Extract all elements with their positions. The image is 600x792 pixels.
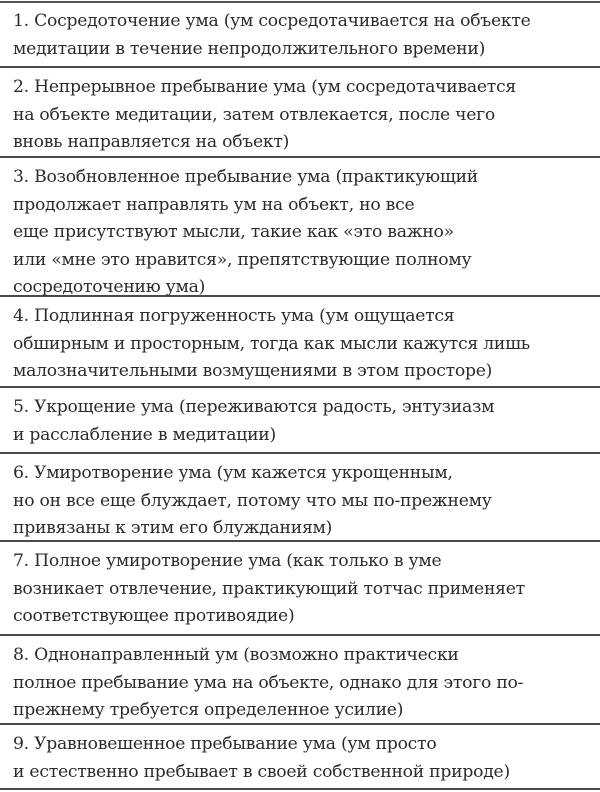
stage-1-line-1: 1. Сосредоточение ума (ум сосредотачивается на объекте — [13, 11, 531, 31]
stage-row-9 — [0, 725, 600, 790]
stage-row-3 — [0, 158, 600, 297]
stage-row-7 — [0, 542, 600, 636]
stage-row-2 — [0, 68, 600, 158]
stage-2-line-2: на объекте медитации, затем отвлекается, после чего — [13, 104, 496, 125]
stage-4-line-2: обширным и просторным, тогда как мысли кажутся лишь — [13, 333, 530, 354]
stage-row-4 — [0, 297, 600, 388]
stage-7-line-1: 7. Полное умиротворение ума (как только в уме — [13, 551, 442, 571]
stage-5-line-2: и расслабление в медитации) — [13, 424, 276, 445]
stage-7-line-2: возникает отвлечение, практикующий тотчас применяет — [13, 578, 525, 599]
stage-9-line-1: 9. Уравновешенное пребывание ума (ум просто — [13, 734, 437, 754]
stage-row-5 — [0, 388, 600, 454]
stage-1-line-2: медитации в течение непродолжительного времени) — [13, 38, 486, 59]
stage-6-line-3: привязаны к этим его блужданиям) — [13, 518, 333, 539]
stage-4-line-3: малозначительными возмущениями в этом просторе) — [13, 361, 493, 382]
stage-6-line-1: 6. Умиротворение ума (ум кажется укрощенным, — [13, 463, 453, 483]
stage-3-line-1: 3. Возобновленное пребывание ума (практикующий — [13, 167, 479, 187]
stage-2-line-1: 2. Непрерывное пребывание ума (ум сосредотачивается — [13, 77, 517, 97]
stage-2-line-3: вновь направляется на объект) — [13, 132, 290, 153]
meditation-stages-table — [0, 1, 600, 790]
stage-3-line-2: продолжает направлять ум на объект, но все — [13, 194, 415, 215]
stage-row-1 — [0, 3, 600, 68]
stage-row-6 — [0, 454, 600, 542]
stage-3-line-4: или «мне это нравится», препятствующие полному — [13, 249, 472, 270]
stage-7-line-3: соответствующее противоядие) — [13, 606, 295, 627]
stage-5-line-1: 5. Укрощение ума (переживаются радость, энтузиазм — [13, 397, 495, 417]
stage-8-line-1: 8. Однонаправленный ум (возможно практически — [13, 645, 459, 665]
stage-6-line-2: но он все еще блуждает, потому что мы по-прежнему — [13, 490, 492, 511]
stage-9-line-2: и естественно пребывает в своей собственной природе) — [13, 761, 510, 782]
stage-row-8 — [0, 636, 600, 725]
stage-8-line-3: прежнему требуется определенное усилие) — [13, 700, 404, 721]
stage-3-line-3: еще присутствуют мысли, такие как «это важно» — [13, 222, 454, 243]
stage-8-line-2: полное пребывание ума на объекте, однако для этого по- — [13, 672, 524, 693]
stage-3-line-5: сосредоточению ума) — [13, 277, 206, 298]
stage-4-line-1: 4. Подлинная погруженность ума (ум ощущается — [13, 306, 455, 326]
